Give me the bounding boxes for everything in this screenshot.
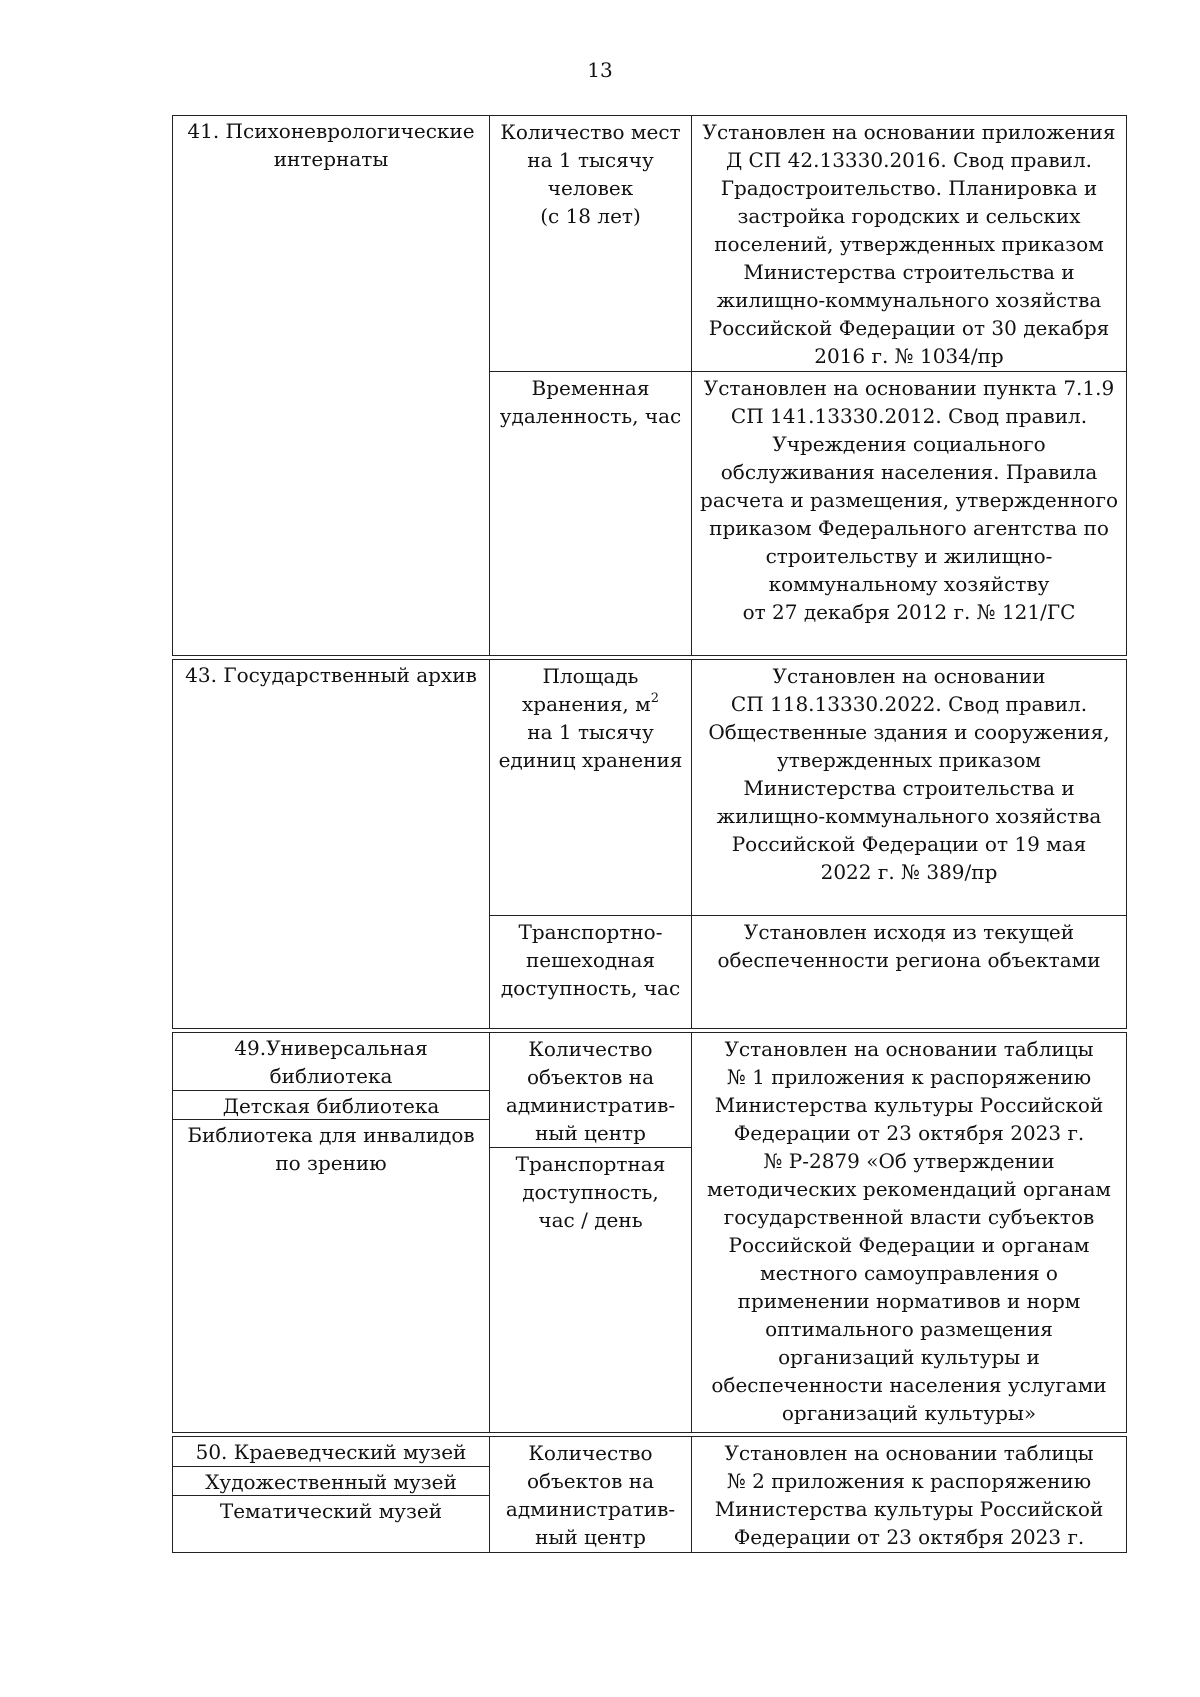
indicator-column xyxy=(490,660,692,1028)
table-libraries xyxy=(172,1032,1127,1433)
table-museums xyxy=(172,1436,1127,1553)
facility-name: 43. Государственный архив xyxy=(185,663,477,687)
table-state-archive xyxy=(172,659,1127,1029)
facility-name: Библиотека для инвалидов по зрению xyxy=(173,1119,489,1177)
indicator-cell: Транспортная доступность, час / день xyxy=(490,1147,691,1234)
facility-column xyxy=(173,1033,490,1432)
indicator-cell: Количество мест на 1 тысячу человек (с 18 лет) xyxy=(500,120,681,228)
basis-column xyxy=(692,1437,1126,1552)
indicator-column xyxy=(490,1437,692,1552)
indicator-cell: Количество объектов на административ- ный центр xyxy=(505,1441,676,1549)
basis-cell: Установлен исходя из текущей обеспеченности региона объектами xyxy=(692,915,1126,974)
basis-column xyxy=(692,116,1126,655)
indicator-cell: Временная удаленность, час xyxy=(490,371,691,430)
indicator-cell: Транспортно- пешеходная доступность, час xyxy=(490,915,691,1002)
facility-name: 41. Психоневрологические интернаты xyxy=(187,119,475,171)
indicator-cell: Количество объектов на административ- ный центр xyxy=(505,1037,676,1145)
indicator-text: на 1 тысячу единиц хранения xyxy=(498,720,683,772)
basis-column xyxy=(692,1033,1126,1432)
indicator-text: Площадь хранения, м xyxy=(521,664,651,716)
indicator-column xyxy=(490,116,692,655)
facility-column xyxy=(173,116,490,655)
superscript: 2 xyxy=(650,691,659,707)
basis-column xyxy=(692,660,1126,1028)
page-number: 13 xyxy=(587,58,613,82)
facility-name: 49.Универсальная библиотека xyxy=(234,1036,428,1088)
facility-name: 50. Краеведческий музей xyxy=(195,1440,467,1464)
indicator-column xyxy=(490,1033,692,1432)
facility-name: Художественный музей xyxy=(173,1466,489,1495)
indicator-cell xyxy=(490,660,691,774)
basis-cell: Установлен на основании таблицы № 1 приложения к распоряжению Министерства культуры Российской Федерации от 23 октября 2023 г. № Р-2879 «Об утверждении методических рекомендаций органам государственной власти субъектов Российской Федерации и органам местного самоуправления о применении нормативов и норм оптимального размещения организаций культуры и обеспеченности населения услугами организаций культуры» xyxy=(707,1037,1111,1425)
basis-cell: Установлен на основании таблицы № 2 приложения к распоряжению Министерства культуры Российской Федерации от 23 октября 2023 г. xyxy=(714,1441,1104,1549)
basis-cell: Установлен на основании СП 118.13330.2022. Свод правил. Общественные здания и сооружения, утвержденных приказом Министерства строительства и жилищно-коммунального хозяйства Российской Федерации от 19 мая 2022 г. № 389/пр xyxy=(708,664,1110,884)
table-psychoneurological-internats xyxy=(172,115,1127,656)
facility-name: Детская библиотека xyxy=(173,1090,489,1119)
facility-column xyxy=(173,660,490,1028)
facility-column xyxy=(173,1437,490,1552)
basis-cell: Установлен на основании приложения Д СП 42.13330.2016. Свод правил. Градостроительство. Планировка и застройка городских и сельских поселений, утвержденных приказом Министерства строительства и жилищно-коммунального хозяйства Российской Федерации от 30 декабря 2016 г. № 1034/пр xyxy=(702,120,1116,368)
basis-cell: Установлен на основании пункта 7.1.9 СП 141.13330.2012. Свод правил. Учреждения социального обслуживания населения. Правила расчета и размещения, утвержденного приказом Федерального агентства по строительству и жилищно- коммунальному хозяйству от 27 декабря 2012 г. № 121/ГС xyxy=(692,371,1126,626)
facility-name: Тематический музей xyxy=(173,1495,489,1525)
